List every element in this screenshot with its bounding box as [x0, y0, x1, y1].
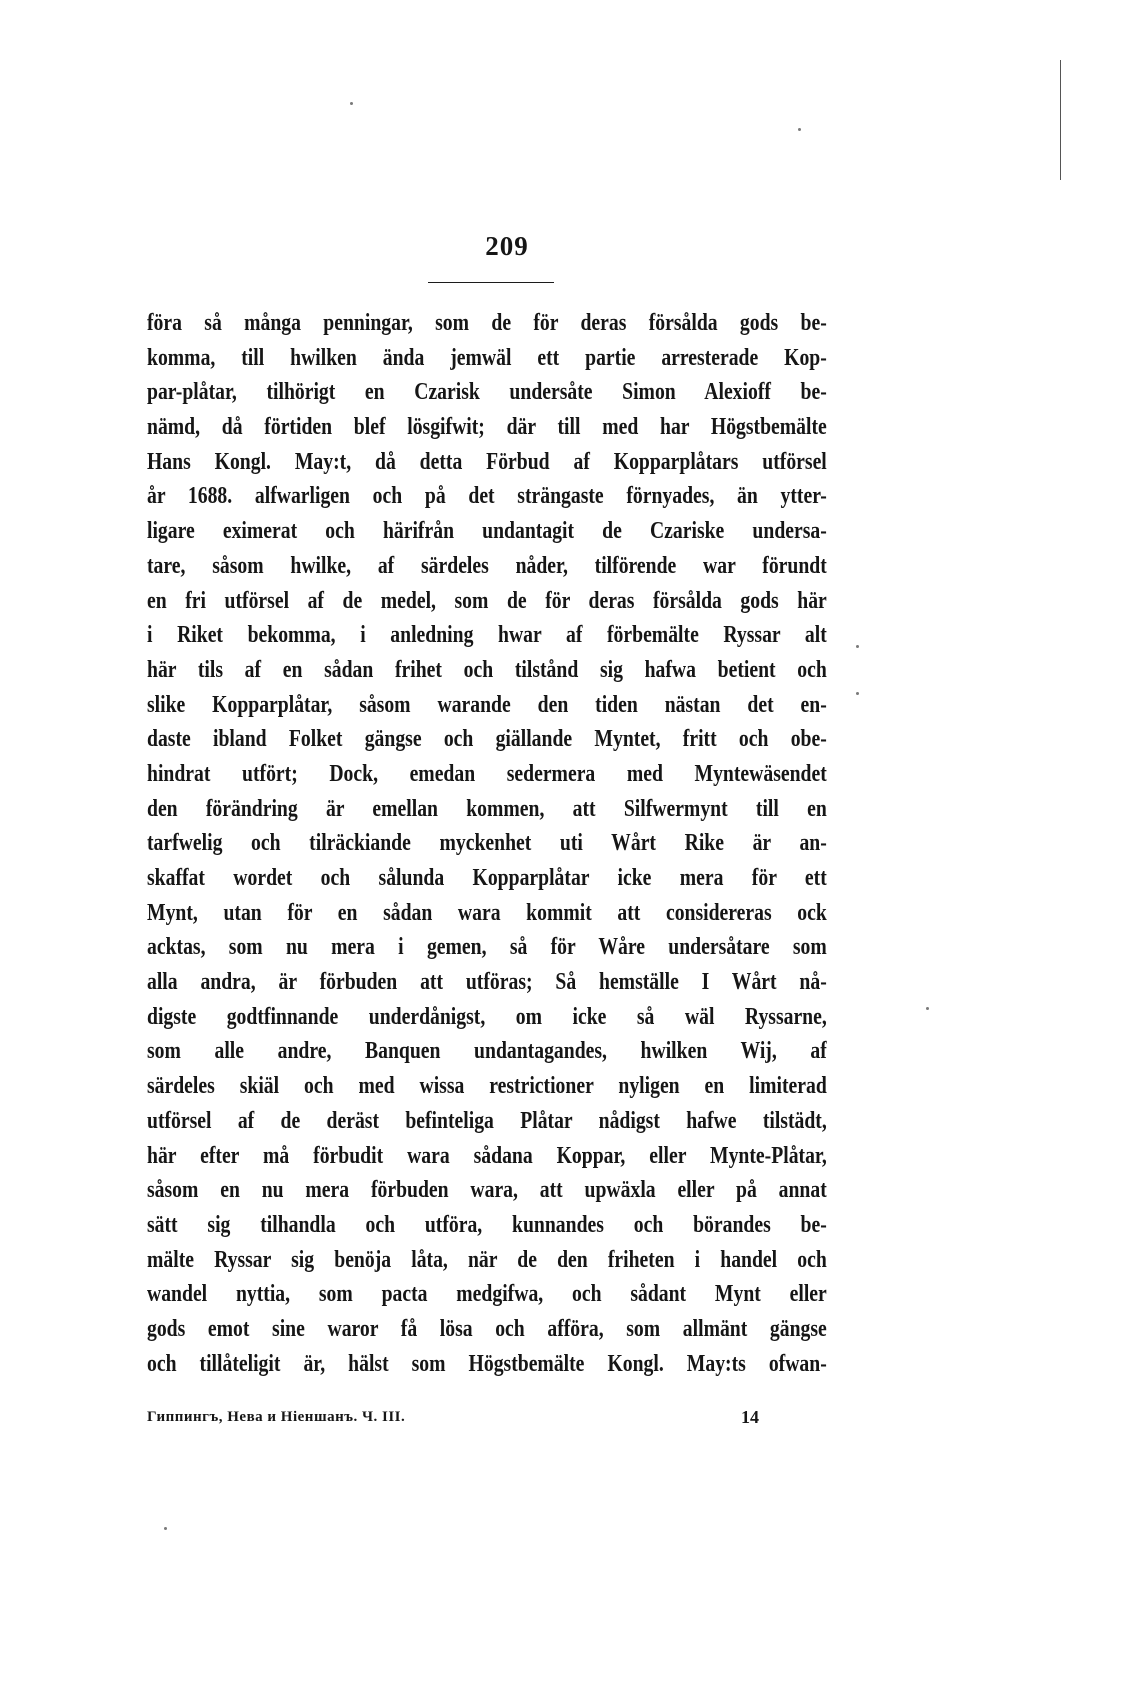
footer-sheet-number: 14 — [741, 1407, 759, 1427]
text-line: ligare eximerat och härifrån undantagit de Czariske undersa- — [147, 518, 827, 545]
text-line: par-plåtar, tilhörigt en Czarisk undersåte Simon Alexioff be- — [147, 379, 827, 406]
speck — [926, 1007, 929, 1010]
text-line: daste ibland Folket gängse och giällande Myntet, fritt och obe- — [147, 726, 827, 753]
footer — [147, 1405, 767, 1429]
text-line: särdeles skiäl och med wissa restrictioner nyligen en limiterad — [147, 1073, 827, 1100]
text-line: och tillåteligit är, hälst som Högstbemälte Kongl. May:ts ofwan- — [147, 1350, 827, 1377]
text-line: i Riket bekomma, i anledning hwar af förbemälte Ryssar alt — [147, 622, 827, 649]
text-line: skaffat wordet och sålunda Kopparplåtar icke mera för ett — [147, 865, 827, 891]
crop-rule — [1060, 60, 1061, 180]
text-line: acktas, som nu mera i gemen, så för Wåre undersåtare som — [147, 934, 827, 961]
text-line: tarfwelig och tilräckiande myckenhet uti Wårt Rike är an- — [147, 830, 827, 857]
page-number-rule — [428, 282, 554, 283]
text-line: den förändring är emellan kommen, att Silfwermynt till en — [147, 795, 827, 822]
text-line: sätt sig tilhandla och utföra, kunnandes och börandes be- — [147, 1211, 827, 1238]
text-line: wandel nyttia, som pacta medgifwa, och sådant Mynt eller — [147, 1281, 827, 1308]
speck — [856, 692, 859, 695]
speck — [798, 128, 801, 131]
text-line: mälte Ryssar sig benöja låta, när de den friheten i handel och — [147, 1246, 827, 1273]
text-line: tare, såsom hwilke, af särdeles nåder, tilförende war förundt — [147, 552, 827, 579]
text-line: år 1688. alfwarligen och på det strängaste förnyades, än ytter- — [147, 483, 827, 510]
text-line: hindrat utfört; Dock, emedan sedermera med Myntewäsendet — [147, 760, 827, 787]
text-line: nämd, då förtiden blef lösgifwit; där till med har Högstbemälte — [147, 414, 827, 441]
text-line: såsom en nu mera förbuden wara, att upwäxla eller på annat — [147, 1177, 827, 1204]
footer-signature: Гиппингъ, Нева и Ніеншанъ. Ч. III. — [147, 1409, 406, 1425]
body-text — [147, 306, 827, 1381]
text-line: gods emot sine waror få lösa och afföra, som allmänt gängse — [147, 1315, 827, 1342]
text-line: här tils af en sådan frihet och tilstånd sig hafwa betient och — [147, 656, 827, 683]
text-line: alla andra, är förbuden att utföras; Så hemställe I Wårt nå- — [147, 969, 827, 996]
text-line: utförsel af de deräst befinteliga Plåtar nådigst hafwe tilstädt, — [147, 1107, 827, 1134]
text-line: Mynt, utan för en sådan wara kommit att considereras ock — [147, 899, 827, 926]
page-number: 209 — [485, 231, 529, 261]
text-line: som alle andre, Banquen undantagandes, hwilken Wij, af — [147, 1038, 827, 1065]
speck — [164, 1527, 167, 1530]
speck — [856, 645, 859, 648]
text-line: digste godtfinnande underdånigst, om icke så wäl Ryssarne, — [147, 1003, 827, 1030]
text-line: komma, till hwilken ända jemwäl ett partie arresterade Kop- — [147, 344, 827, 371]
speck — [350, 102, 353, 105]
text-line: slike Kopparplåtar, såsom warande den tiden nästan det en- — [147, 691, 827, 718]
text-line: en fri utförsel af de medel, som de för deras försålda gods här — [147, 587, 827, 614]
text-line: här efter må förbudit wara sådana Koppar, eller Mynte-Plåtar, — [147, 1142, 827, 1169]
text-line: Hans Kongl. May:t, då detta Förbud af Kopparplåtars utförsel — [147, 448, 827, 475]
text-line: föra så många penningar, som de för deras försålda gods be- — [147, 310, 827, 336]
